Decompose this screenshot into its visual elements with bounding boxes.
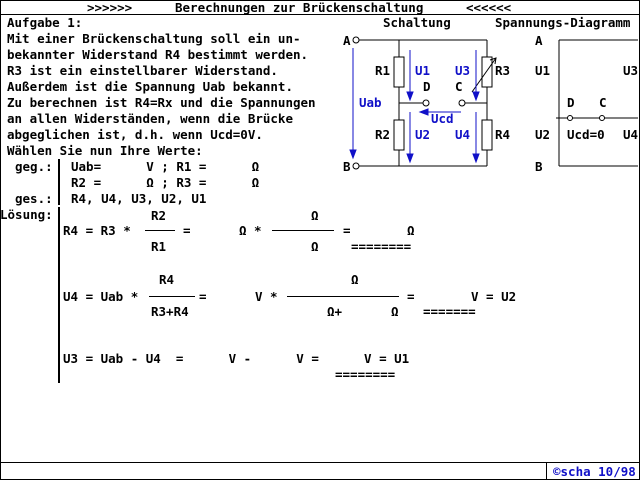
task-line: Mit einer Brückenschaltung soll ein un- xyxy=(7,31,301,46)
task-line: bekannter Widerstand R4 bestimmt werden. xyxy=(7,47,309,62)
eq3-line: U3 = Uab - U4 = V - V = V = U1 xyxy=(63,351,410,366)
diagram-d-label: D xyxy=(567,95,575,110)
header-right-arrows: <<<<<< xyxy=(466,0,512,15)
eq1-num1: R2 xyxy=(151,208,167,223)
page-title: Berechnungen zur Brückenschaltung xyxy=(175,0,424,15)
u1-label: U1 xyxy=(415,63,431,78)
r1-label: R1 xyxy=(375,63,391,78)
eq2-num1: R4 xyxy=(159,272,175,287)
eq1-lhs: R4 = R3 * xyxy=(63,223,131,238)
given-row: R2 = Ω ; R3 = Ω xyxy=(71,175,260,190)
task-line: Wählen Sie nun Ihre Werte: xyxy=(7,143,203,158)
diagram-u2-label: U2 xyxy=(535,127,551,142)
r3-label: R3 xyxy=(495,63,511,78)
task-line: Zu berechnen ist R4=Rx und die Spannungen xyxy=(7,95,316,110)
eq1-den1: R1 xyxy=(151,239,167,254)
diagram-c-label: C xyxy=(599,95,607,110)
task-line: R3 ist ein einstellbarer Widerstand. xyxy=(7,63,278,78)
node-b-label: B xyxy=(343,159,351,174)
diagram-node-d xyxy=(568,116,573,121)
task-line: an allen Widerständen, wenn die Brücke xyxy=(7,111,293,126)
diagram-a-label: A xyxy=(535,33,543,48)
eq2-result: V = U2 xyxy=(471,289,517,304)
diagram-ucd-label: Ucd=0 xyxy=(567,127,605,142)
eq1-omega: Ω * xyxy=(239,223,262,238)
eq3-underline: ======== xyxy=(335,367,396,382)
diagram-u4-label: U4 xyxy=(623,127,639,142)
uab-label: Uab xyxy=(359,95,382,110)
eq2-den2: Ω+ xyxy=(327,304,343,319)
task-line: abgeglichen ist, d.h. wenn Ucd=0V. xyxy=(7,127,263,142)
solution-label: Lösung: xyxy=(0,207,53,222)
r2-label: R2 xyxy=(375,127,391,142)
given-row: Uab= V ; R1 = Ω xyxy=(71,159,260,174)
diagram-node-c xyxy=(600,116,605,121)
eq1-den2: Ω xyxy=(311,239,319,254)
u2-label: U2 xyxy=(415,127,431,142)
ucd-label: Ucd xyxy=(431,111,454,126)
eq2-equals: = xyxy=(199,289,207,304)
eq2-equals: = xyxy=(407,289,415,304)
eq2-underline: ======= xyxy=(423,304,476,319)
task-line: Außerdem ist die Spannung Uab bekannt. xyxy=(7,79,293,94)
eq1-result: Ω xyxy=(407,223,415,238)
eq2-num2: Ω xyxy=(351,272,359,287)
eq2-lhs: U4 = Uab * xyxy=(63,289,139,304)
node-d-label: D xyxy=(423,79,431,94)
diagram-b-label: B xyxy=(535,159,543,174)
diagram-title: Spannungs-Diagramm xyxy=(495,15,631,30)
task-heading: Aufgabe 1: xyxy=(7,15,83,30)
header-left-arrows: >>>>>> xyxy=(87,0,133,15)
eq1-underline: ======== xyxy=(351,239,412,254)
r4-label: R4 xyxy=(495,127,511,142)
u3-label: U3 xyxy=(455,63,471,78)
u4-label: U4 xyxy=(455,127,471,142)
copyright-text: ©scha 10/98 xyxy=(553,464,636,479)
eq1-equals: = xyxy=(183,223,191,238)
eq2-den2: Ω xyxy=(391,304,399,319)
eq2-den1: R3+R4 xyxy=(151,304,189,319)
given-label: geg.: xyxy=(15,159,53,174)
circuit-title: Schaltung xyxy=(383,15,451,30)
node-a-label: A xyxy=(343,33,351,48)
eq1-num2: Ω xyxy=(311,208,319,223)
diagram-u1-label: U1 xyxy=(535,63,551,78)
node-c-label: C xyxy=(455,79,463,94)
eq2-volt: V * xyxy=(255,289,278,304)
sought-text: R4, U4, U3, U2, U1 xyxy=(71,191,207,206)
sought-label: ges.: xyxy=(15,191,53,206)
diagram-u3-label: U3 xyxy=(623,63,639,78)
eq1-equals: = xyxy=(343,223,351,238)
